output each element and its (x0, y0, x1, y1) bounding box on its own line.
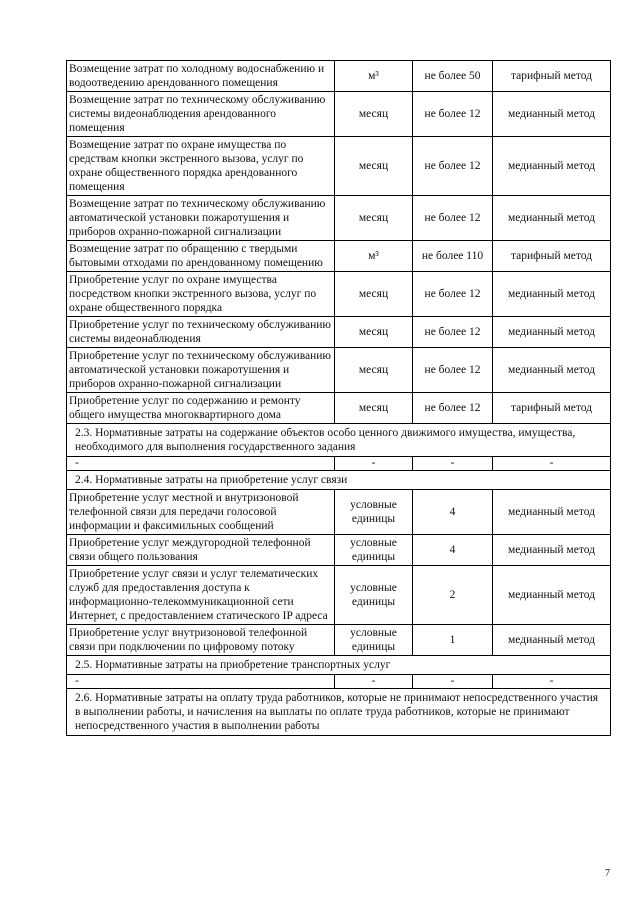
unit-cell: месяц (335, 272, 413, 317)
unit-cell: м³ (335, 61, 413, 92)
table-row (67, 490, 611, 535)
unit-cell: условные единицы (335, 535, 413, 566)
section-2-5-dash-row (67, 675, 611, 689)
row-name-cell: Приобретение услуг местной и внутризоновой телефонной связи для передачи голосовой информации и факсимильных сообщений (67, 490, 335, 535)
norm-cell: не более 12 (413, 137, 493, 196)
method-cell: медианный метод (493, 490, 611, 535)
unit-cell: условные единицы (335, 566, 413, 625)
method-cell: тарифный метод (493, 393, 611, 424)
table-row (67, 61, 611, 92)
table-row (67, 241, 611, 272)
norm-cell: 4 (413, 490, 493, 535)
norm-cell: не более 12 (413, 348, 493, 393)
unit-cell: месяц (335, 92, 413, 137)
row-name-cell: Приобретение услуг связи и услуг телематических служб для предоставления доступа к информационно-телекоммуникационной сети Интернет, с предоставлением статического IP адреса (67, 566, 335, 625)
section-2-3-title: 2.3. Нормативные затраты на содержание объектов особо ценного движимого имущества, имущества, необходимого для выполнения государственного задания (67, 424, 611, 457)
unit-cell: месяц (335, 196, 413, 241)
unit-cell: месяц (335, 317, 413, 348)
row-name-cell: Приобретение услуг по техническому обслуживанию системы видеонаблюдения (67, 317, 335, 348)
norm-cell: 1 (413, 625, 493, 656)
unit-cell: м³ (335, 241, 413, 272)
dash-cell: - (413, 675, 493, 689)
unit-cell: условные единицы (335, 625, 413, 656)
table-row (67, 348, 611, 393)
dash-cell: - (67, 457, 335, 471)
norm-cell: не более 12 (413, 196, 493, 241)
dash-cell: - (335, 675, 413, 689)
table-row (67, 137, 611, 196)
dash-cell: - (67, 675, 335, 689)
section-2-5-title: 2.5. Нормативные затраты на приобретение транспортных услуг (67, 656, 611, 675)
row-name-cell: Возмещение затрат по техническому обслуживанию системы видеонаблюдения арендованного помещения (67, 92, 335, 137)
dash-cell: - (335, 457, 413, 471)
method-cell: медианный метод (493, 566, 611, 625)
row-name-cell: Возмещение затрат по техническому обслуживанию автоматической установки пожаротушения и приборов охранно-пожарной сигнализации (67, 196, 335, 241)
section-2-3-dash-row (67, 457, 611, 471)
norm-cell: 4 (413, 535, 493, 566)
unit-cell: условные единицы (335, 490, 413, 535)
section-2-6-title: 2.6. Нормативные затраты на оплату труда работников, которые не принимают непосредственного участия в выполнении работы, и начисления на выплаты по оплате труда работников, которые не принимают непосредственного участия в выполнении работы (67, 689, 611, 736)
norm-cell: не более 12 (413, 92, 493, 137)
section-2-5-header-row (67, 656, 611, 675)
row-name-cell: Возмещение затрат по холодному водоснабжению и водоотведению арендованного помещения (67, 61, 335, 92)
table-row (67, 625, 611, 656)
row-name-cell: Приобретение услуг по техническому обслуживанию автоматической установки пожаротушения и приборов охранно-пожарной сигнализации (67, 348, 335, 393)
unit-cell: месяц (335, 137, 413, 196)
method-cell: медианный метод (493, 317, 611, 348)
table-row (67, 272, 611, 317)
table-row (67, 566, 611, 625)
norm-cell: не более 12 (413, 393, 493, 424)
dash-cell: - (413, 457, 493, 471)
section-2-6-header-row (67, 689, 611, 736)
unit-cell: месяц (335, 348, 413, 393)
row-name-cell: Приобретение услуг внутризоновой телефонной связи при подключении по цифровому потоку (67, 625, 335, 656)
dash-cell: - (493, 457, 611, 471)
page-number: 7 (605, 868, 610, 879)
norm-cell: не более 110 (413, 241, 493, 272)
section-2-4-header-row (67, 471, 611, 490)
method-cell: медианный метод (493, 137, 611, 196)
method-cell: медианный метод (493, 272, 611, 317)
unit-cell: месяц (335, 393, 413, 424)
method-cell: медианный метод (493, 196, 611, 241)
table-row (67, 317, 611, 348)
method-cell: тарифный метод (493, 241, 611, 272)
row-name-cell: Возмещение затрат по охране имущества по средствам кнопки экстренного вызова, услуг по охранe общественного порядка арендованного помещения (67, 137, 335, 196)
row-name-cell: Приобретение услуг по содержанию и ремонту общего имущества многоквартирного дома (67, 393, 335, 424)
method-cell: медианный метод (493, 625, 611, 656)
method-cell: медианный метод (493, 535, 611, 566)
norm-cell: не более 12 (413, 317, 493, 348)
table-row (67, 92, 611, 137)
section-2-4-title: 2.4. Нормативные затраты на приобретение услуг связи (67, 471, 611, 490)
method-cell: тарифный метод (493, 61, 611, 92)
table-row (67, 535, 611, 566)
method-cell: медианный метод (493, 348, 611, 393)
method-cell: медианный метод (493, 92, 611, 137)
row-name-cell: Приобретение услуг по охране имущества посредством кнопки экстренного вызова, услуг по охране общественного порядка (67, 272, 335, 317)
row-name-cell: Возмещение затрат по обращению с твердыми бытовыми отходами по арендованному помещению (67, 241, 335, 272)
row-name-cell: Приобретение услуг междугородной телефонной связи общего пользования (67, 535, 335, 566)
table-row (67, 393, 611, 424)
section-2-3-header-row (67, 424, 611, 457)
norm-cell: 2 (413, 566, 493, 625)
cost-norms-table (66, 60, 611, 736)
norm-cell: не более 50 (413, 61, 493, 92)
dash-cell: - (493, 675, 611, 689)
norm-cell: не более 12 (413, 272, 493, 317)
table-row (67, 196, 611, 241)
